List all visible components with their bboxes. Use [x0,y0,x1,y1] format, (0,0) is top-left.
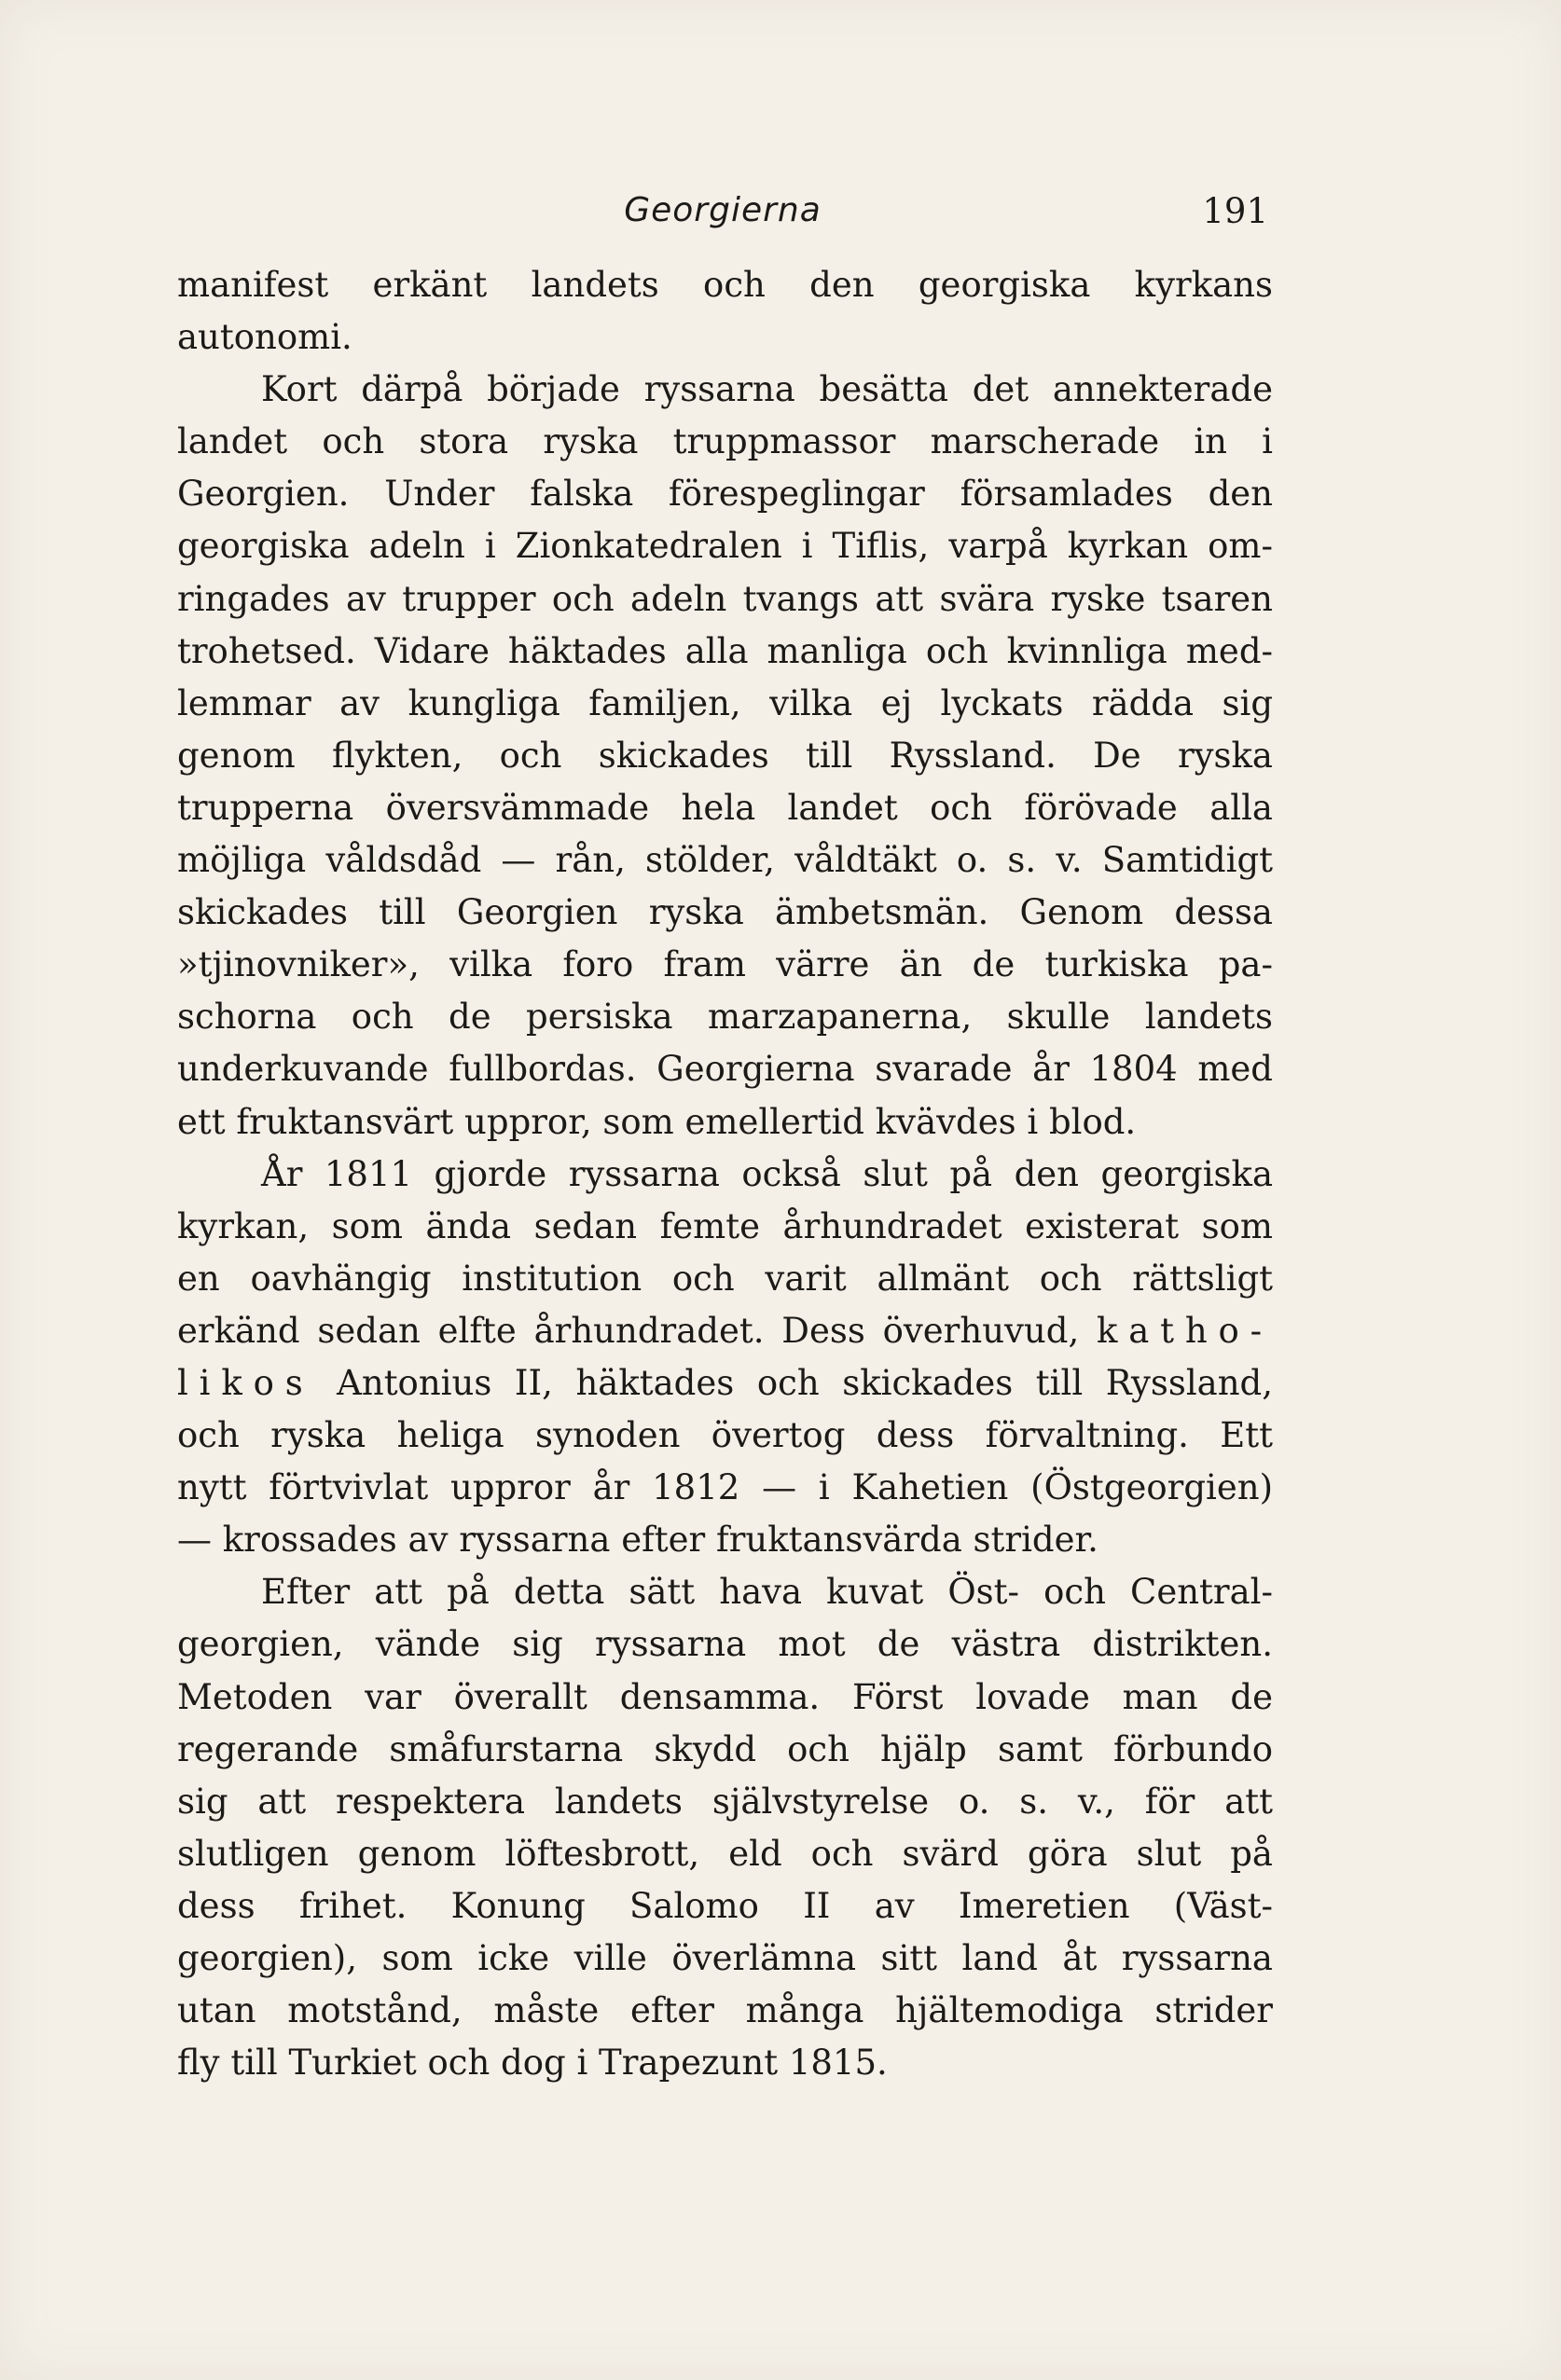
spaced-word: likos [177,1362,314,1403]
text-line: manifest erkänt landets och den georgiska kyrkans [177,265,1273,305]
text-line: Metoden var överallt densamma. Först lovade man de [177,1676,1273,1717]
text-line: trupperna översvämmade hela landet och förövade alla [177,787,1273,828]
text-line: georgien), som icke ville överlämna sitt land åt ryssarna [177,1938,1273,1978]
text-line [177,1357,1273,1410]
page-header [177,191,1268,256]
text-line: slutligen genom löftesbrott, eld och svärd göra slut på [177,1833,1273,1874]
text-line: skickades till Georgien ryska ämbetsmän. Genom dessa [177,892,1273,933]
text-line: Georgien. Under falska förespeglingar församlades den [177,474,1273,515]
text-segment: Antonius II, häktades och skickades till Ryssland, [337,1362,1273,1403]
text-line: genom flykten, och skickades till Ryssland. De ryska [177,735,1273,776]
text-line: schorna och de persiska marzapanerna, skulle landets [177,997,1273,1038]
text-line: fly till Turkiet och dog i Trapezunt 1815. [177,2043,888,2084]
text-line: georgien, vände sig ryssarna mot de västra distrikten. [177,1624,1273,1665]
text-line: regerande småfurstarna skydd och hjälp samt förbundo [177,1728,1273,1769]
running-title: Georgierna [624,191,822,229]
text-line: År 1811 gjorde ryssarna också slut på den georgiska [261,1153,1273,1194]
body-text [177,259,1273,2089]
text-line: lemmar av kungliga familjen, vilka ej lyckats rädda sig [177,682,1273,723]
text-line [177,1305,1273,1357]
text-line: autonomi. [177,317,352,358]
text-line: utan motstånd, måste efter många hjältemodiga strider [177,1990,1273,2031]
text-line: Efter att på detta sätt hava kuvat Öst- och Central- [261,1572,1273,1613]
text-line: ett fruktansvärt uppror, som emellertid kvävdes i blod. [177,1101,1137,1142]
text-line: »tjinovniker», vilka foro fram värre än de turkiska pa- [177,944,1273,985]
text-line: georgiska adeln i Zionkatedralen i Tiflis, varpå kyrkan om- [177,526,1273,567]
spaced-word: katho- [1097,1310,1273,1351]
text-line: och ryska heliga synoden övertog dess förvaltning. Ett [177,1415,1273,1456]
text-line: Kort därpå började ryssarna besätta det annekterade [261,369,1273,410]
text-line: sig att respektera landets självstyrelse o. s. v., för att [177,1781,1273,1822]
text-line: ringades av trupper och adeln tvangs att svära ryske tsaren [177,578,1273,619]
text-line: — krossades av ryssarna efter fruktansvärda strider. [177,1520,1098,1561]
text-segment: erkänd sedan elfte århundradet. Dess överhuvud, [177,1310,1097,1351]
text-line: dess frihet. Konung Salomo II av Imeretien (Väst- [177,1885,1273,1926]
text-line: nytt förtvivlat uppror år 1812 — i Kahetien (Östgeorgien) [177,1467,1273,1508]
text-line: trohetsed. Vidare häktades alla manliga och kvinnliga med- [177,630,1273,671]
text-line: möjliga våldsdåd — rån, stölder, våldtäkt o. s. v. Samtidigt [177,840,1273,881]
text-line: en oavhängig institution och varit allmänt och rättsligt [177,1258,1273,1299]
page-number: 191 [1202,191,1268,231]
text-line: landet och stora ryska truppmassor marscherade in i [177,421,1273,462]
text-line: kyrkan, som ända sedan femte århundradet existerat som [177,1205,1273,1246]
text-line: underkuvande fullbordas. Georgierna svarade år 1804 med [177,1049,1273,1090]
